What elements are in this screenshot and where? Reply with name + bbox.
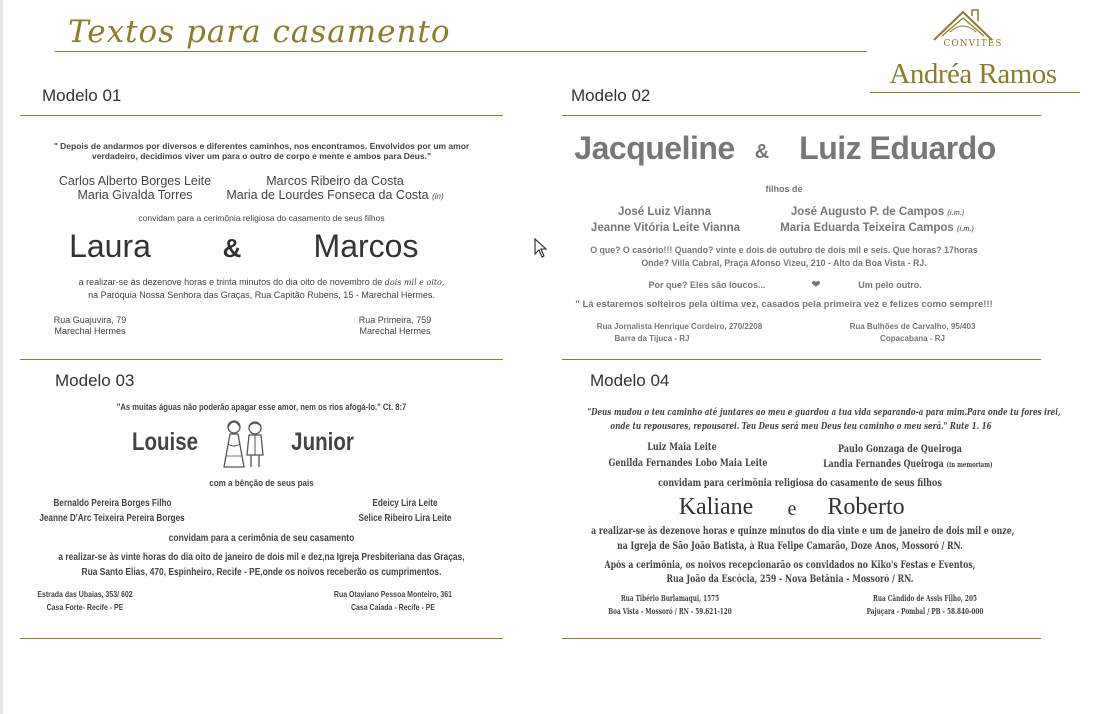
model-01-bride: Laura [69,228,151,264]
model-04-parent2b: Landia Fernandes Queiroga [823,459,944,470]
model-01-when-line1-date: dois mil e oito, [384,278,445,287]
model-01-parent2b-row [210,188,460,202]
model-01-bottom-rule [20,359,503,360]
model-04-parent1b: Genilda Fernandes Lobo Maia Leite [608,458,768,469]
model-02-title: Modelo 02 [571,86,651,105]
model-02-parent2a-row [770,206,985,218]
model-01-parent1b: Maria Givalda Torres [77,188,193,202]
title-underline [55,51,867,52]
model-02-other: Um pelo outro. [858,280,922,290]
model-03-groom: Junior [291,428,354,456]
model-03-address1-line1: Estrada das Ubaias, 353/ 602 [37,589,133,599]
model-01-invite: convidam para a cerimônia religiosa do casamento de seus filhos [138,213,385,223]
model-02-address2-line1: Rua Bulhões de Carvalho, 95/403 [849,322,976,331]
model-02-address2-line2: Copacabana - RJ [880,334,945,343]
model-02-groom: Luiz Eduardo [799,130,996,166]
model-03-title: Modelo 03 [55,371,135,390]
model-04-parent2a: Paulo Gonzaga de Queiroga [838,444,962,455]
model-04-address1-line1: Rua Tibério Burlamaqui, 1575 [620,593,720,603]
model-02-address1-line1: Rua Jornalista Henrique Cordeiro, 270/2208 [596,322,763,331]
model-04-bride: Kaliane [678,494,754,520]
model-04-bottom-rule [562,638,1041,639]
model-04-quote-line2: onde tu repousares, repousarei. Teu Deus será meu Deus teu caminho o meu será." Rute 1. 16 [610,421,992,432]
model-02-when-line2: Onde? Villa Cabral, Praça Afonso Vizeu, 210 - Alto da Boa Vista - RJ. [641,258,927,268]
model-04-when-line1: a realizar-se às dezenove horas e quinze minutos do dia vinte e um de janeiro de dois mil e onze, [591,526,1015,537]
model-01-when-line1: a realizar-se às dezenove horas e trinta minutos do dia oito de novembro de [78,277,383,287]
model-02-address1-line2: Barra da Tijuca - RJ [614,334,690,343]
model-04-parent1a: Luiz Maia Leite [647,442,717,453]
model-02-top-rule [562,115,1041,116]
model-04-parent2b-mark: (in memoriam) [946,460,993,469]
model-02-quote: " Lá estaremos solteiros pela última vez, casados pela primeira vez e felizes como sempre!!! [575,299,993,310]
model-02-parent2a-mark: (i.m.) [947,210,965,217]
model-03-quote: "As muitas águas não poderão apagar esse amor, nem os rios afogá-lo." Ct. 8:7 [116,402,407,412]
left-border [0,0,3,714]
model-03-bride: Louise [131,428,199,456]
model-01-quote-line1: " Depois de andarmos por diversos e diferentes caminhos, nos encontramos. Envolvidos por um amor [53,141,470,151]
model-04-address1-line2: Boa Vista - Mossoró / RN - 59.621-120 [608,606,732,616]
model-03-bottom-rule [20,638,503,639]
model-02-parent2b-row [762,222,992,234]
model-01-address2-line1: Rua Primeira, 759 [358,315,432,325]
model-03-address1-line2: Casa Forte- Recife - PE [46,602,124,612]
brand-logo[interactable] [866,6,1080,96]
model-04-invite: convidam para cerimônia religiosa do casamento de seus filhos [658,478,942,489]
model-02-parent1b: Jeanne Vitória Leite Vianna [590,222,741,234]
heart-icon: ❤ [811,279,821,291]
model-01-when-line2: na Paróquia Nossa Senhora das Graças, Rua Capitão Rubens, 15 - Marechal Hermes. [88,290,435,300]
model-01-parent2b: Maria de Lourdes Fonseca da Costa [226,188,429,202]
model-01-title: Modelo 01 [42,86,122,105]
model-04-when-line2: na Igreja de São João Batista, à Rua Felipe Camarão, Doze Anos, Mossoró / RN. [617,541,963,552]
model-01-when-line1-row [20,277,503,287]
model-02-parent1a: José Luiz Vianna [617,206,712,218]
model-04-groom: Roberto [827,494,905,520]
logo-name: Andréa Ramos [889,58,1057,90]
bride-groom-icon [220,418,268,470]
model-02-sons-of: filhos de [765,184,803,194]
model-02-amp: & [754,141,770,163]
model-04-quote-line1: "Deus mudou o teu caminho até juntares ao meu e guardou a tua vida separando-a para mim.Para onde tu fores irei, [587,407,1061,418]
model-02-why: Por que? Eles são loucos... [648,280,766,290]
model-03-when-line2: Rua Santo Elias, 470, Espinheiro, Recife - PE,onde os noivos receberão os cumprimentos. [81,566,442,578]
model-04-amp: e [787,498,797,520]
model-03-parent2a: Edeicy Lira Leite [372,498,438,509]
model-04-after-line1: Após a cerimônia, os noivos recepcionarão os convidados no Kiko's Festas e Eventos, [604,560,976,571]
logo-tagline: CONVITES [943,39,1003,49]
model-01-quote-line2: verdadeiro, decidimos viver um para o outro de corpo e mente e ambos para Deus." [92,151,431,161]
page-title: Textos para casamento [68,14,451,50]
model-04-address2-line2: Pajuçara - Pombal / PB - 58.840-000 [866,606,984,616]
model-02-parent2b: Maria Eduarda Teixeira Campos [780,222,954,234]
model-02-when-line1: O que? O casório!!! Quando? vinte e dois de outubro de dois mil e seis. Que horas? 17horas [590,245,978,255]
model-03-parent1a: Bernaldo Pereira Borges Filho [53,498,172,509]
model-01-address2-line2: Marechal Hermes [359,326,431,336]
model-01-parent2a: Marcos Ribeiro da Costa [266,174,404,188]
model-02-bride: Jacqueline [574,130,735,166]
model-01-address1-line1: Rua Guajuvira, 79 [53,315,127,325]
model-01-parent2b-mark: (in) [432,192,444,201]
model-03-address2-line1: Rua Otaviano Pessoa Monteiro, 361 [333,589,453,599]
model-03-blessing: com a bênção de seus pais [209,478,314,489]
model-04-parent2b-row [823,459,993,470]
model-04-after-line2: Rua João da Escócia, 259 - Nova Betânia - Mossoró / RN. [666,574,914,585]
model-01-address1-line2: Marechal Hermes [54,326,126,336]
model-03-when-line1: a realizar-se às vinte horas do dia oito de janeiro de dois mil e dez,na Igreja Presbiteriana das Graças, [58,551,465,563]
model-02-parent2b-mark: (i.m.) [957,226,974,233]
model-02-bottom-rule [562,359,1041,360]
model-02-parent2a: José Augusto P. de Campos [790,206,945,218]
logo-underline [870,92,1080,93]
model-03-parent2b: Selice Ribeiro Lira Leite [358,513,452,524]
model-01-top-rule [20,115,503,116]
model-03-invite: convidam para a cerimônia de seu casamento [168,533,355,544]
mouse-cursor-icon [534,238,548,258]
model-03-parent1b: Jeanne D'Arc Teixeira Pereira Borges [39,513,185,524]
model-01-amp: & [222,233,242,263]
model-04-address2-line1: Rua Cândido de Assis Filho, 205 [873,593,977,603]
model-01-parent1a: Carlos Alberto Borges Leite [58,174,212,188]
model-04-title: Modelo 04 [590,371,670,390]
model-03-address2-line2: Casa Caiada - Recife - PE [350,602,436,612]
model-01-groom: Marcos [313,228,419,264]
